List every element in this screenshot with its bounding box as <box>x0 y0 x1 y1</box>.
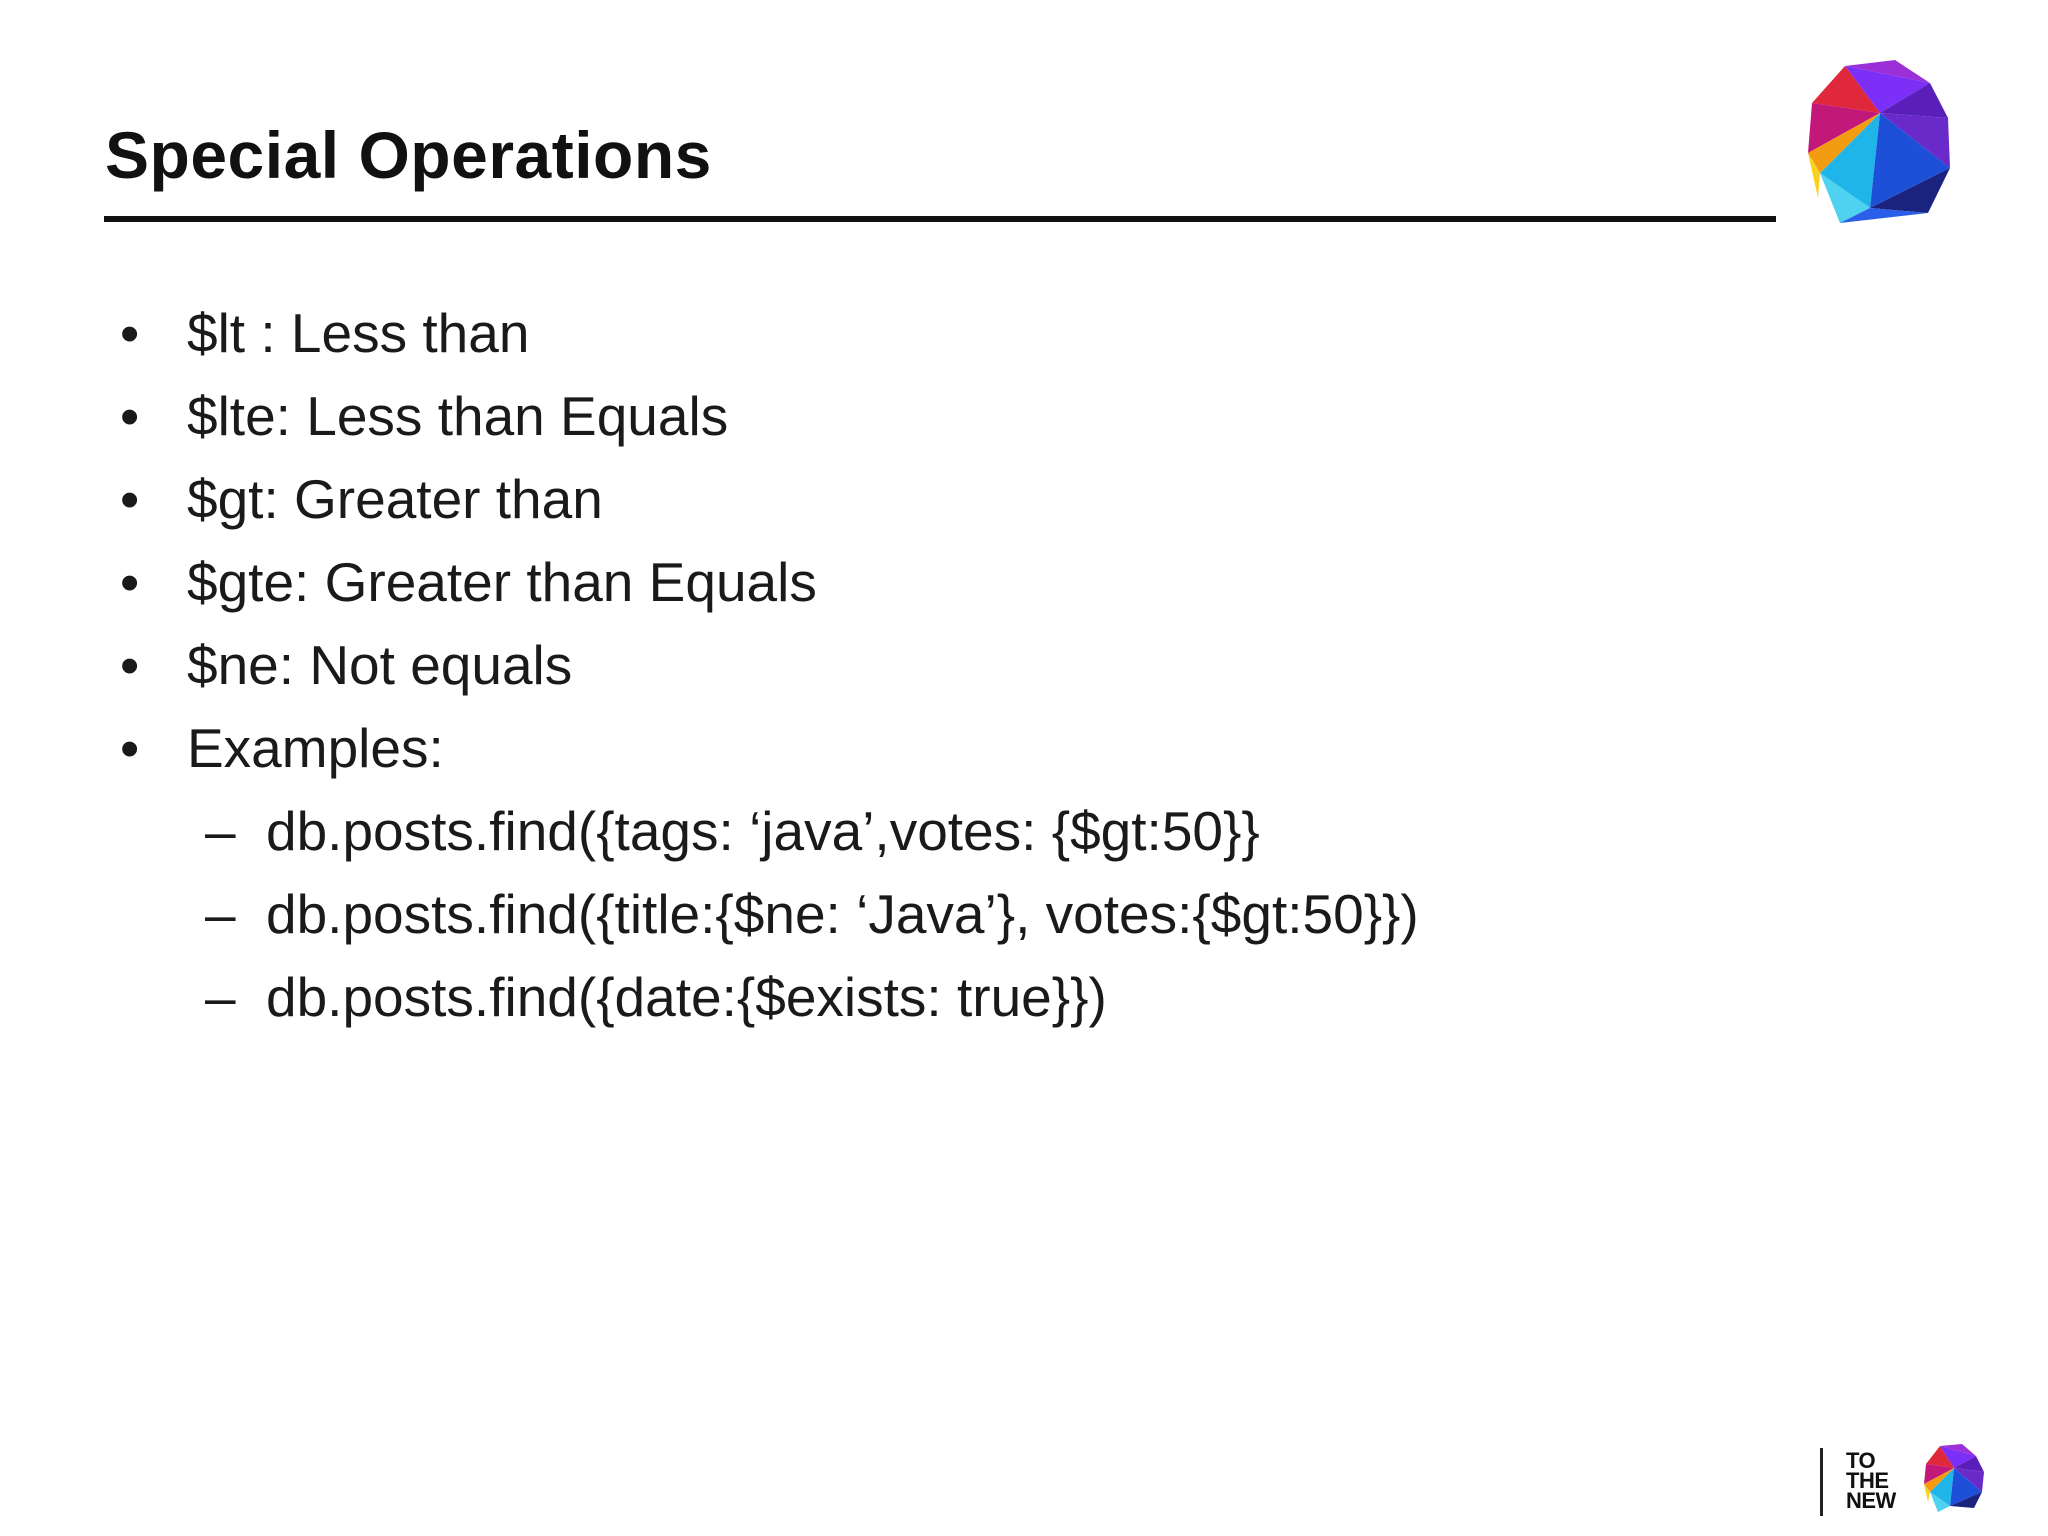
bullet-marker: • <box>120 468 140 530</box>
bullet-text: $ne: Not equals <box>187 634 573 696</box>
slide-title: Special Operations <box>105 118 712 192</box>
logo-divider <box>1820 1448 1823 1516</box>
polygon-gem-icon <box>1800 58 1960 228</box>
sub-bullet-marker: – <box>205 883 236 945</box>
to-the-new-logo-icon <box>1820 1438 1990 1518</box>
bullet-text: $lte: Less than Equals <box>187 385 729 447</box>
sub-bullet-marker: – <box>205 966 236 1028</box>
small-gem-icon <box>1920 1442 1986 1514</box>
bullet-marker: • <box>120 551 140 613</box>
logo-word-new: NEW <box>1846 1488 1896 1513</box>
bullet-text: $gt: Greater than <box>187 468 603 530</box>
bullet-marker: • <box>120 302 140 364</box>
bullet-text: $lt : Less than <box>187 302 530 364</box>
title-underline <box>104 216 1776 222</box>
sub-bullet-marker: – <box>205 800 236 862</box>
bullet-text: Examples: <box>187 717 444 779</box>
logo-word-to: TO <box>1846 1448 1876 1473</box>
code-example-text: db.posts.find({title:{$ne: ‘Java’}, votes:{$gt:50}}) <box>266 883 1419 945</box>
code-example-text: db.posts.find({tags: ‘java’,votes: {$gt:50}} <box>266 800 1260 862</box>
code-example-text: db.posts.find({date:{$exists: true}}) <box>266 966 1107 1028</box>
bullet-marker: • <box>120 385 140 447</box>
bullet-text: $gte: Greater than Equals <box>187 551 817 613</box>
bullet-marker: • <box>120 634 140 696</box>
bullet-marker: • <box>120 717 140 779</box>
logo-word-the: THE <box>1846 1468 1889 1493</box>
